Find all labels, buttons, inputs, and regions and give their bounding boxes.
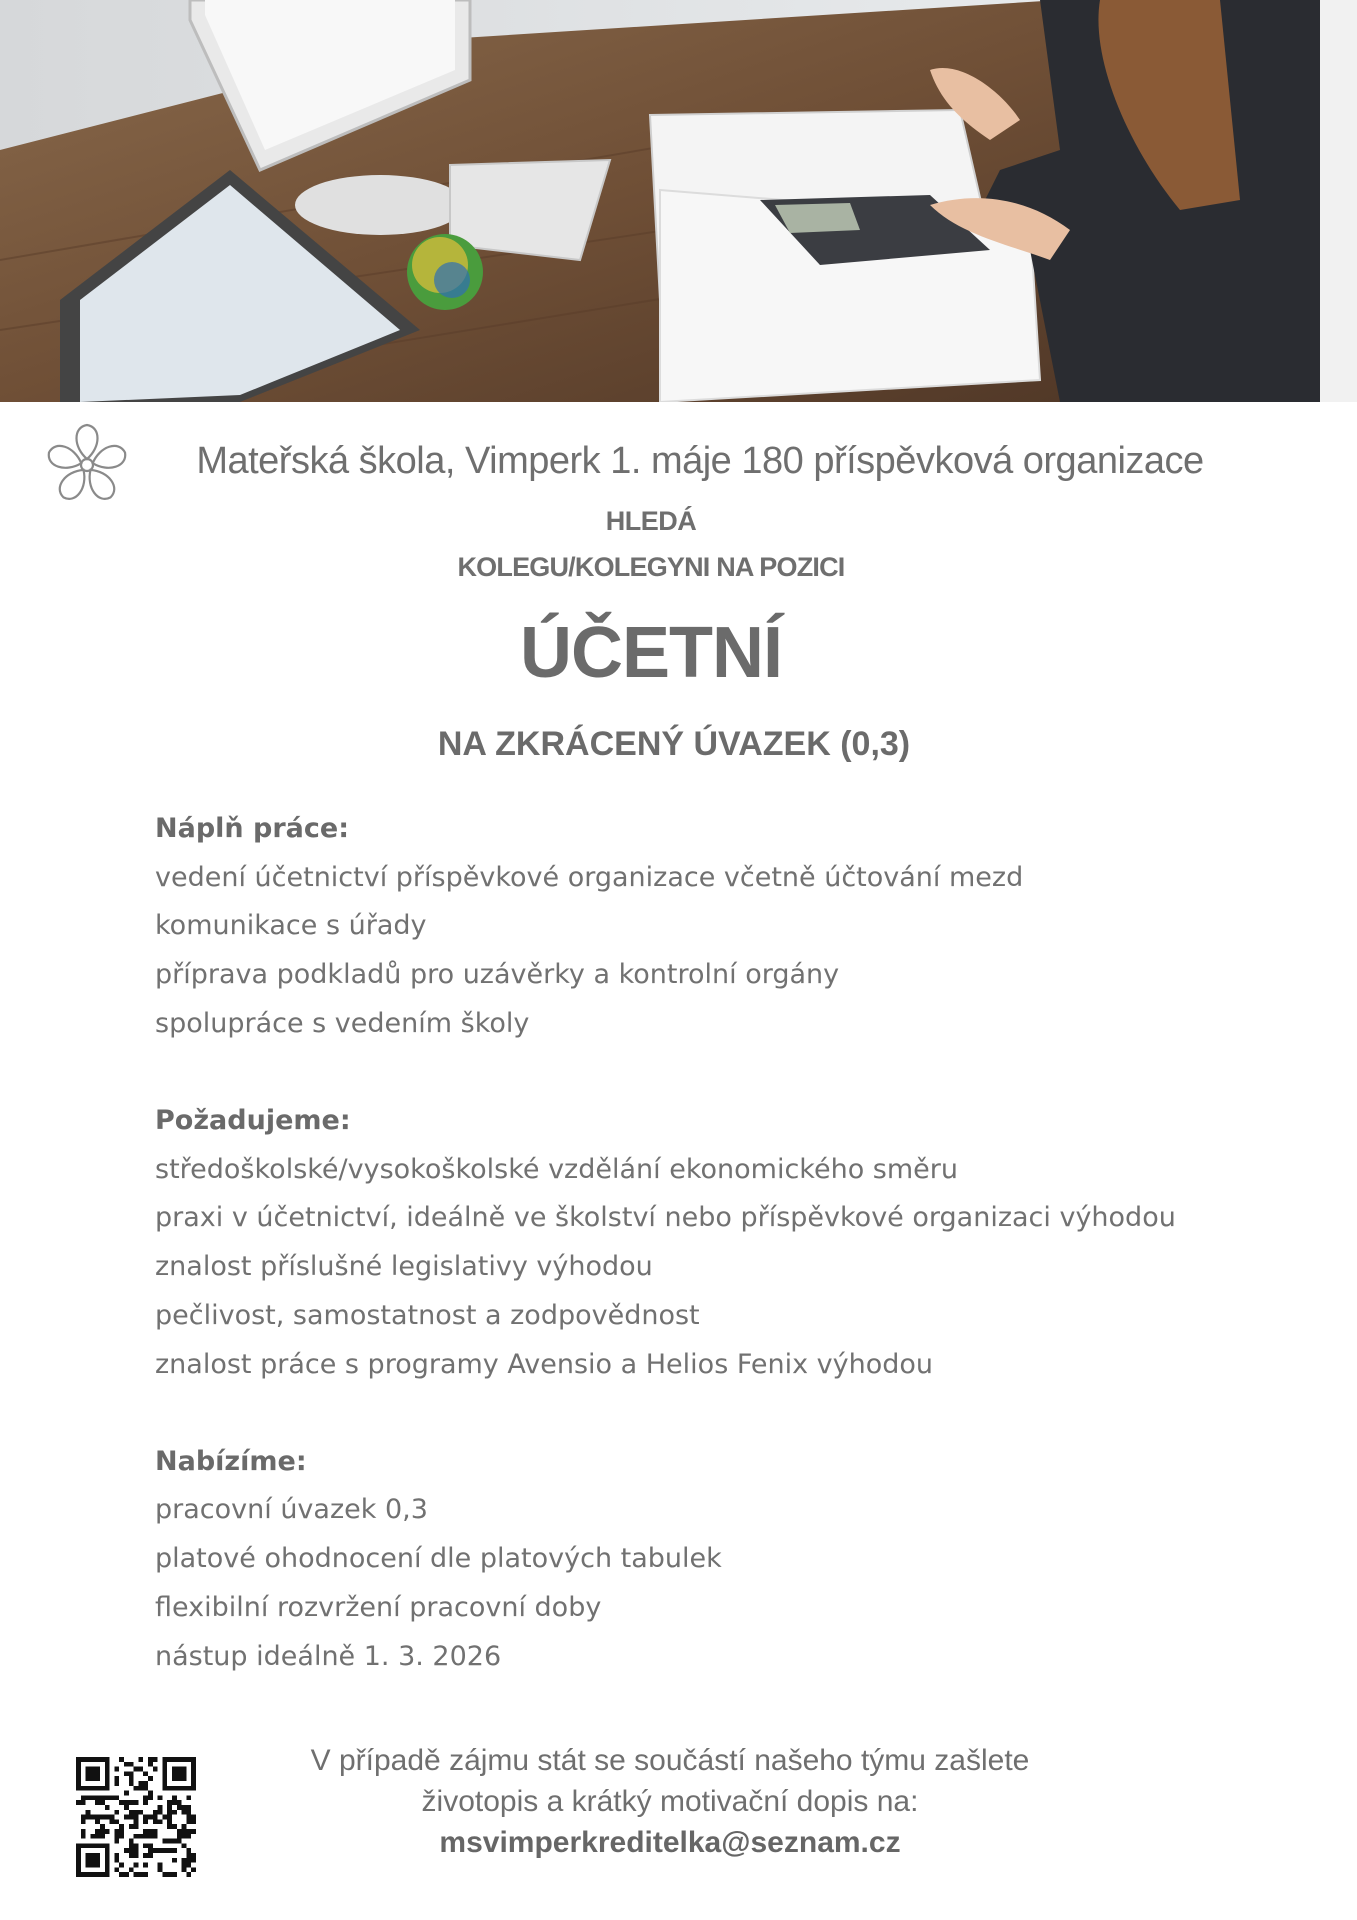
section-heading: Nabízíme: [155, 1445, 307, 1477]
qr-code-icon[interactable] [76, 1757, 196, 1877]
list-item: platové ohodnocení dle platových tabulek [155, 1543, 722, 1575]
requirements-list [155, 1146, 1285, 1390]
list-item: spolupráce s vedením školy [155, 1007, 530, 1039]
list-item: nástup ideálně 1. 3. 2026 [155, 1640, 502, 1672]
list-item: středoškolské/vysokoškolské vzdělání ekonomického směru [155, 1153, 958, 1185]
seeking-label: HLEDÁ [605, 506, 697, 536]
section-requirements [155, 1097, 1285, 1389]
contact-line-2: životopis a krátký motivační dopis na: [421, 1785, 919, 1818]
section-duties [155, 805, 1285, 1049]
duties-list [155, 854, 1285, 1049]
colleague-line: KOLEGU/KOLEGYNI NA POZICI [457, 552, 845, 582]
section-heading: Požadujeme: [155, 1105, 351, 1137]
contact-line-1: V případě zájmu stát se součástí našeho týmu zašlete [310, 1744, 1030, 1777]
offer-list [155, 1486, 1285, 1681]
job-details [155, 805, 1285, 1730]
flower-logo-icon [42, 420, 132, 510]
position-title: ÚČETNÍ [520, 613, 782, 693]
list-item: znalost příslušné legislativy výhodou [155, 1251, 653, 1283]
section-offer [155, 1438, 1285, 1682]
list-item: příprava podkladů pro uzávěrky a kontrolní orgány [155, 959, 840, 991]
list-item: praxi v účetnictví, ideálně ve školství nebo příspěvkové organizaci výhodou [155, 1202, 1176, 1234]
workload-subtitle: NA ZKRÁCENÝ ÚVAZEK (0,3) [437, 725, 911, 763]
list-item: znalost práce s programy Avensio a Helios Fenix výhodou [155, 1348, 934, 1380]
contact-block [220, 1740, 1120, 1863]
list-item: pracovní úvazek 0,3 [155, 1494, 428, 1526]
contact-email-link[interactable]: msvimperkreditelka@seznam.cz [439, 1826, 901, 1859]
header-photo [0, 0, 1357, 402]
organization-name: Mateřská škola, Vimperk 1. máje 180 příspěvková organizace [196, 440, 1204, 482]
list-item: flexibilní rozvržení pracovní doby [155, 1591, 602, 1623]
list-item: komunikace s úřady [155, 910, 427, 942]
list-item: pečlivost, samostatnost a zodpovědnost [155, 1299, 700, 1331]
section-heading: Náplň práce: [155, 813, 349, 844]
list-item: vedení účetnictví příspěvkové organizace včetně účtování mezd [155, 861, 1024, 893]
